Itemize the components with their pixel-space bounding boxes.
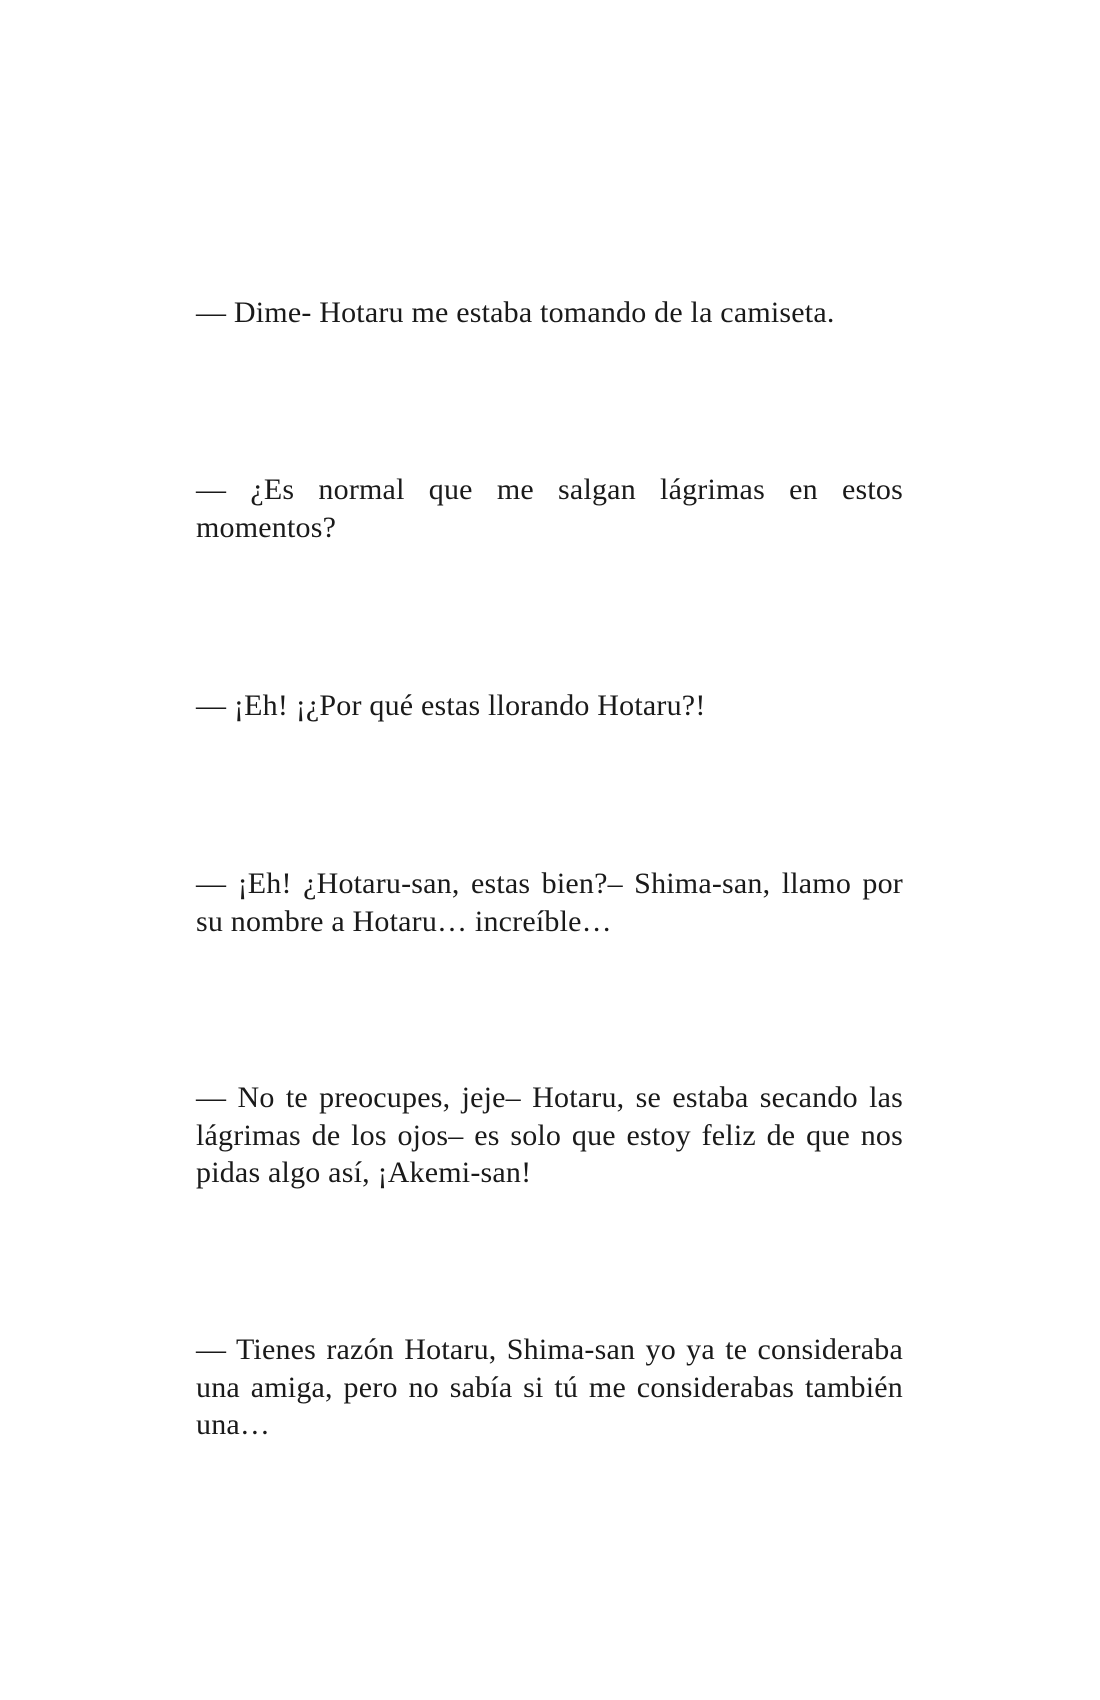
dialogue-paragraph: — ¡Eh! ¿Hotaru-san, estas bien?– Shima-san, llamo por su nombre a Hotaru… increíble… bbox=[196, 867, 903, 938]
dialogue-paragraph: — ¿Es normal que me salgan lágrimas en estos momentos? bbox=[196, 473, 903, 544]
dialogue-paragraph: — ¡Eh! ¡¿Por qué estas llorando Hotaru?! bbox=[196, 689, 706, 722]
dialogue-paragraph: — Tienes razón Hotaru, Shima-san yo ya te consideraba una amiga, pero no sabía si tú me considerabas también una… bbox=[196, 1333, 903, 1441]
dialogue-paragraph: — Dime- Hotaru me estaba tomando de la camiseta. bbox=[196, 296, 835, 329]
dialogue-paragraph: — No te preocupes, jeje– Hotaru, se estaba secando las lágrimas de los ojos– es solo que estoy feliz de que nos pidas algo así, ¡Akemi-san! bbox=[196, 1081, 903, 1189]
